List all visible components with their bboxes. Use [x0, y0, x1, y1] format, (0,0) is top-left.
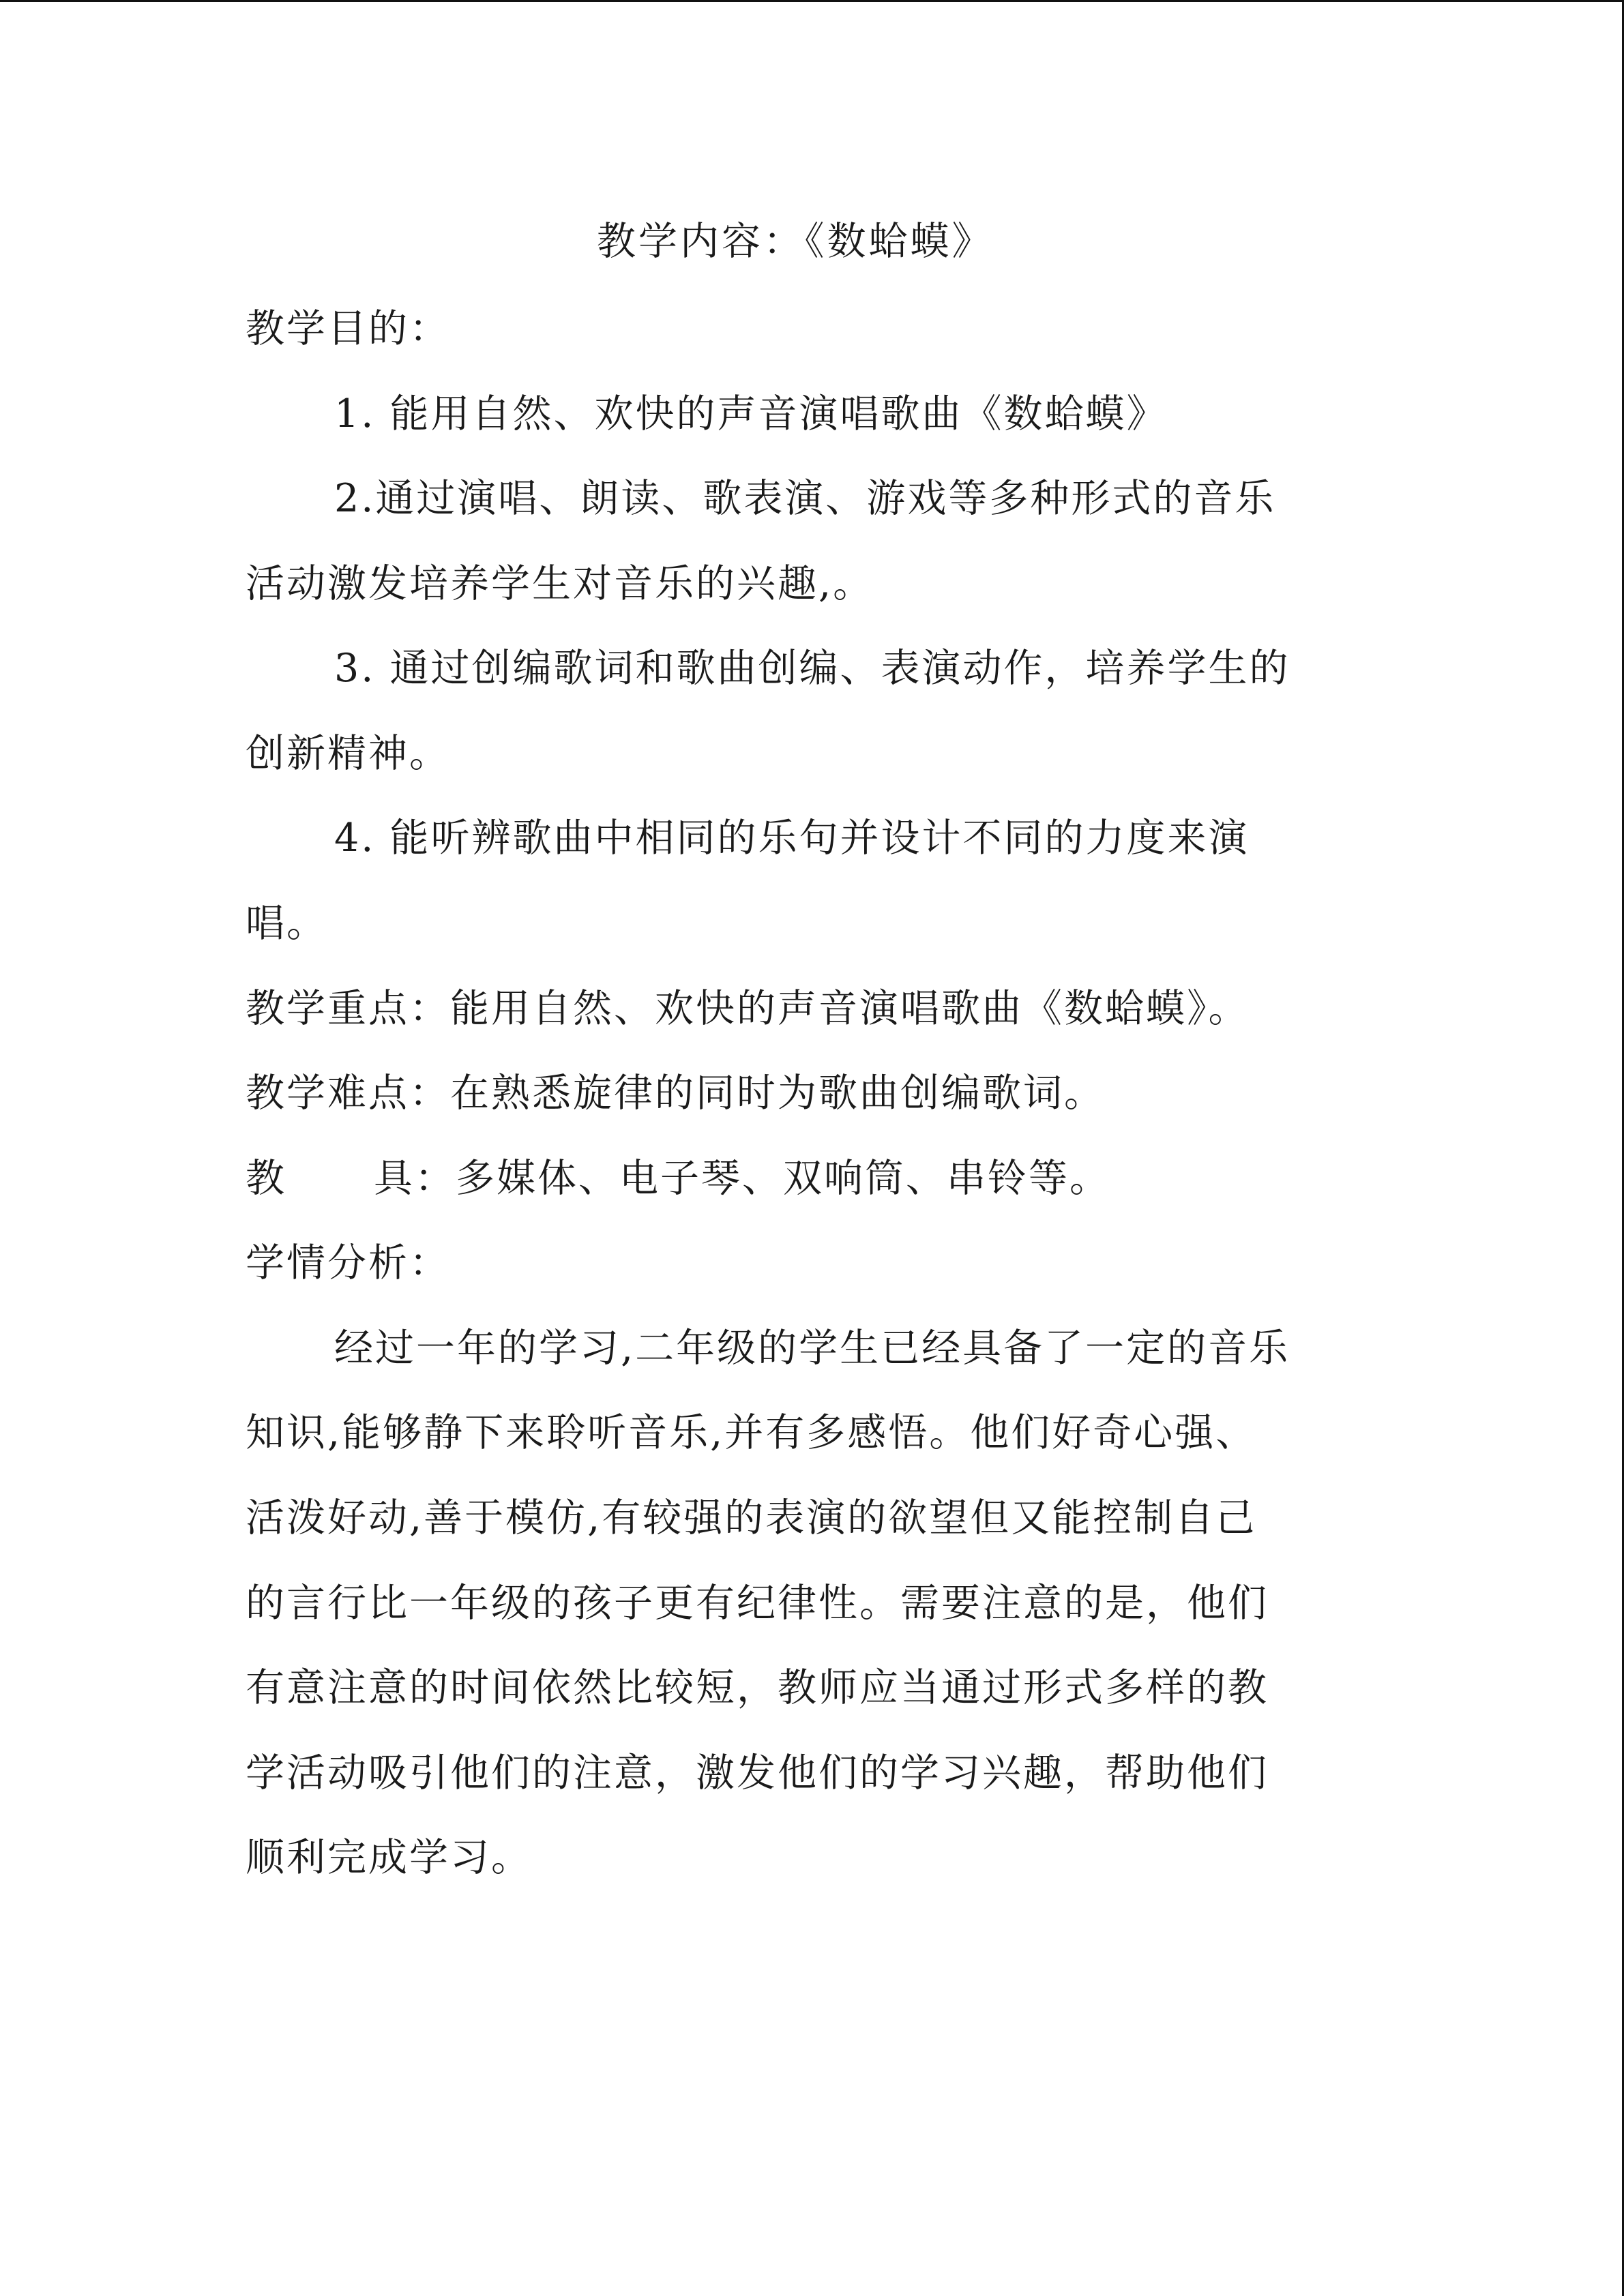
objective-item-3-line-1: 3. 通过创编歌词和歌曲创编、表演动作，培养学生的 — [334, 646, 1290, 691]
analysis-line-1: 经过一年的学习,二年级的学生已经具备了一定的音乐 — [334, 1326, 1290, 1371]
analysis-line-2: 知识,能够静下来聆听音乐,并有多感悟。他们好奇心强、 — [246, 1410, 1257, 1455]
tools-label-first: 教 — [246, 1156, 286, 1201]
objective-item-2-line-2: 活动激发培养学生对音乐的兴趣,。 — [246, 561, 874, 606]
analysis-line-4: 的言行比一年级的孩子更有纪律性。需要注意的是，他们 — [246, 1581, 1269, 1626]
objective-item-1: 1. 能用自然、欢快的声音演唱歌曲《数蛤蟆》 — [334, 391, 1168, 436]
analysis-line-7: 顺利完成学习。 — [246, 1835, 532, 1880]
objectives-heading: 教学目的： — [246, 306, 450, 351]
analysis-heading: 学情分析： — [246, 1240, 450, 1285]
objective-item-3-line-2: 创新精神。 — [246, 731, 450, 776]
teaching-key-point: 教学重点：能用自然、欢快的声音演唱歌曲《数蛤蟆》。 — [246, 986, 1250, 1031]
analysis-line-5: 有意注意的时间依然比较短，教师应当通过形式多样的教 — [246, 1665, 1269, 1710]
teaching-difficulty: 教学难点：在熟悉旋律的同时为歌曲创编歌词。 — [246, 1071, 1105, 1116]
objective-item-4-line-1: 4. 能听辨歌曲中相同的乐句并设计不同的力度来演 — [334, 816, 1250, 861]
analysis-line-3: 活泼好动,善于模仿,有较强的表演的欲望但又能控制自己 — [246, 1495, 1257, 1540]
analysis-line-6: 学活动吸引他们的注意，激发他们的学习兴趣，帮助他们 — [246, 1750, 1269, 1795]
tools-label-second: 具： — [374, 1156, 456, 1201]
teaching-tools — [246, 1154, 1110, 1202]
document-title: 教学内容：《数蛤蟆》 — [597, 219, 994, 264]
tools-value: 多媒体、电子琴、双响筒、串铃等。 — [456, 1156, 1110, 1201]
objective-item-2-line-1: 2.通过演唱、朗读、歌表演、游戏等多种形式的音乐 — [334, 476, 1276, 521]
objective-item-4-line-2: 唱。 — [246, 901, 327, 946]
